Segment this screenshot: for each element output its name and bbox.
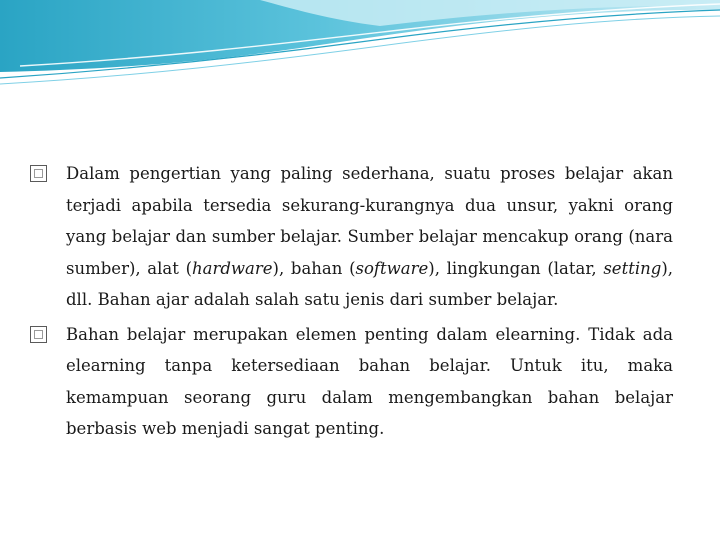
paragraph-1-text: Dalam pengertian yang paling sederhana, suatu proses belajar akan terjadi apabila tersedia sekurang-kurangnya dua unsur, yakni orang yang belajar dan sumber belajar. Sumber belajar mencakup orang (nara sumber), alat (hardware), bahan (software), lingkungan (latar, setting), dll. Bahan ajar adalah salah satu jenis dari sumber belajar. bbox=[66, 164, 673, 309]
paragraph-2-text: Bahan belajar merupakan elemen penting dalam elearning. Tidak ada elearning tanpa ketersediaan bahan belajar. Untuk itu, maka kemampuan seorang guru dalam mengembangkan bahan belajar berbasis web menjadi sangat penting. bbox=[66, 324, 673, 438]
paragraph-1 bbox=[30, 158, 673, 316]
paragraph-2 bbox=[30, 319, 673, 445]
slide-body bbox=[30, 158, 673, 448]
square-bullet-icon bbox=[30, 165, 47, 182]
header-wave-decoration bbox=[0, 0, 720, 90]
square-bullet-icon bbox=[30, 326, 47, 343]
